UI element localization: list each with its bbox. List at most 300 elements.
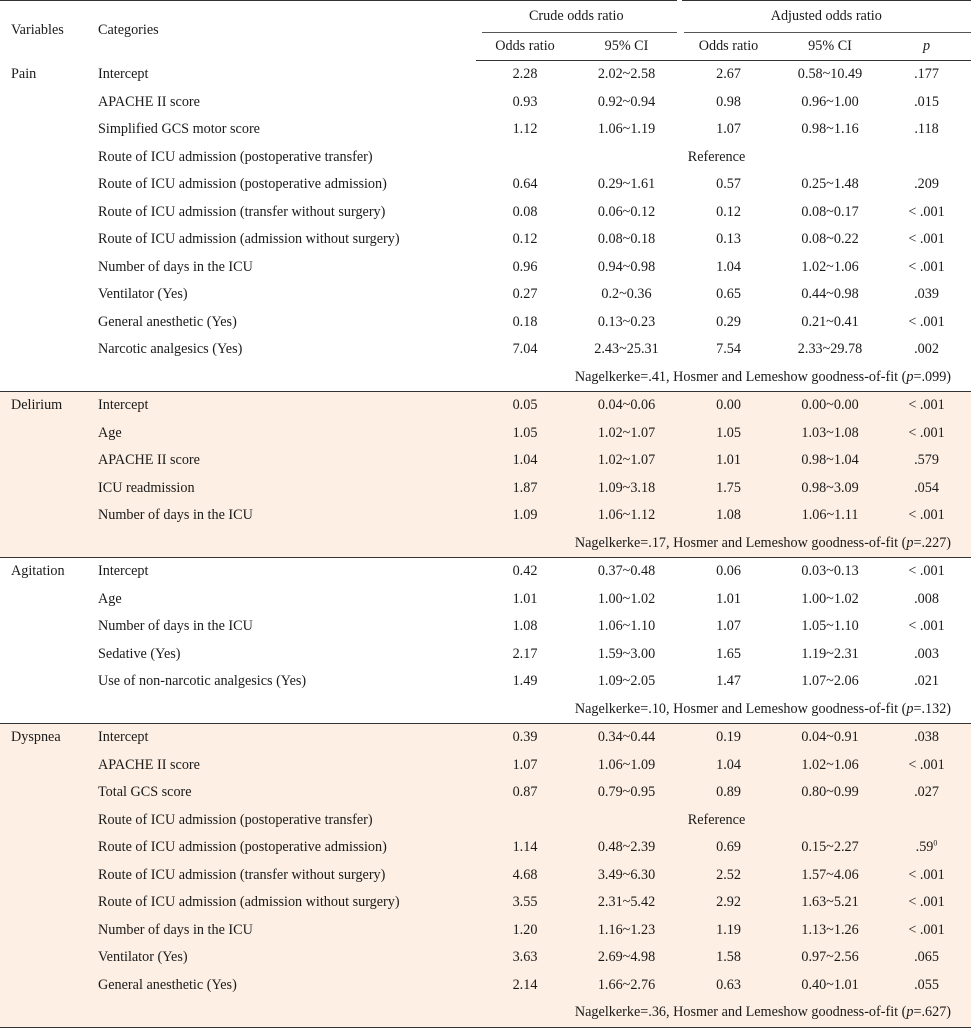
model-fit-note xyxy=(91,530,971,558)
crude-or-cell: 4.68 xyxy=(476,862,574,890)
table-row xyxy=(0,199,971,227)
p-value-cell xyxy=(882,917,971,945)
adjusted-ci-cell: 0.04~0.91 xyxy=(778,724,882,752)
table-row xyxy=(0,917,971,945)
p-value-text: < .001 xyxy=(908,231,945,247)
p-value-text: .118 xyxy=(914,121,939,137)
table-row xyxy=(0,641,971,669)
crude-ci-cell: 3.49~6.30 xyxy=(574,862,679,890)
p-value-cell xyxy=(882,420,971,448)
adjusted-or-cell: 1.58 xyxy=(679,944,778,972)
p-value-text: .015 xyxy=(914,93,939,110)
category-cell: Intercept xyxy=(98,65,149,82)
crude-or-cell: 1.08 xyxy=(512,618,538,634)
p-value-text: < .001 xyxy=(908,756,945,773)
category-cell: Number of days in the ICU xyxy=(91,917,476,945)
variable-cell xyxy=(0,944,91,972)
p-value-cell xyxy=(882,61,971,89)
p-value-cell xyxy=(882,752,971,780)
table-row xyxy=(0,724,971,752)
p-value-text: .027 xyxy=(914,784,939,800)
adjusted-ci-cell: 1.02~1.06 xyxy=(778,752,882,780)
category-cell: General anesthetic (Yes) xyxy=(98,313,237,330)
empty-cell xyxy=(0,364,91,392)
variable-cell: Pain xyxy=(11,65,37,82)
variable-cell xyxy=(0,309,91,337)
crude-ci-cell: 1.06~1.10 xyxy=(597,618,656,634)
variable-cell xyxy=(0,889,91,917)
p-value-cell xyxy=(882,447,971,475)
p-value-cell xyxy=(882,502,971,530)
p-value-cell xyxy=(882,475,971,503)
crude-or-cell: 0.87 xyxy=(476,779,574,807)
adjusted-or-cell: 0.29 xyxy=(716,313,741,330)
header-adjusted-label: Adjusted odds ratio xyxy=(770,8,882,24)
category-cell: Route of ICU admission (postoperative transfer) xyxy=(91,807,476,835)
crude-ci-cell: 2.43~25.31 xyxy=(594,341,659,357)
variable-cell xyxy=(0,834,91,862)
model-fit-p-value: =.099) xyxy=(913,368,952,385)
adjusted-ci-cell: 0.80~0.99 xyxy=(778,779,882,807)
category-cell: Simplified GCS motor score xyxy=(98,121,260,137)
adjusted-ci-cell: 1.05~1.10 xyxy=(801,618,859,634)
header-adjusted-or: Odds ratio xyxy=(679,33,778,61)
crude-or-cell: 0.05 xyxy=(476,392,574,420)
adjusted-ci-cell: 0.21~0.41 xyxy=(801,313,859,330)
adjusted-ci-cell: 1.00~1.02 xyxy=(801,590,859,607)
reference-cell: Reference xyxy=(687,148,746,165)
p-value-text: < .001 xyxy=(908,397,945,413)
p-value-text: < .001 xyxy=(908,866,945,883)
table-row xyxy=(0,558,971,586)
adjusted-ci-cell: 0.08~0.22 xyxy=(801,231,859,247)
model-fit-p-value: =.227) xyxy=(913,534,952,551)
adjusted-or-cell: 1.04 xyxy=(716,258,741,275)
crude-ci-cell: 2.69~4.98 xyxy=(574,944,679,972)
adjusted-or-cell: 1.07 xyxy=(716,121,741,137)
table-row xyxy=(0,752,971,780)
crude-ci-cell: 0.04~0.06 xyxy=(574,392,679,420)
crude-or-cell: 1.87 xyxy=(476,475,574,503)
p-value-text: .209 xyxy=(914,176,939,192)
variable-cell xyxy=(0,917,91,945)
crude-or-cell: 0.27 xyxy=(512,286,538,302)
p-value-text: < .001 xyxy=(908,618,945,634)
table-row xyxy=(0,420,971,448)
crude-or-cell: 1.20 xyxy=(476,917,574,945)
crude-ci-cell: 2.02~2.58 xyxy=(597,66,656,82)
adjusted-ci-cell: 1.06~1.11 xyxy=(778,502,882,530)
variable-cell xyxy=(0,420,91,448)
adjusted-ci-cell: 0.00~0.00 xyxy=(778,392,882,420)
table-row xyxy=(0,889,971,917)
adjusted-ci-cell: 0.15~2.27 xyxy=(778,834,882,862)
model-fit-text: Nagelkerke=.41, Hosmer and Lemeshow goodness-of-fit ( xyxy=(574,368,907,385)
crude-or-cell: 0.39 xyxy=(476,724,574,752)
category-cell: APACHE II score xyxy=(91,752,476,780)
crude-ci-cell: 1.09~3.18 xyxy=(574,475,679,503)
p-value-text: .003 xyxy=(914,645,939,662)
category-cell: Route of ICU admission (transfer without surgery) xyxy=(98,203,386,220)
crude-or-cell: 1.04 xyxy=(476,447,574,475)
crude-or-cell: 0.12 xyxy=(512,231,538,247)
model-fit-p-value: =.132) xyxy=(913,700,952,717)
category-cell: Number of days in the ICU xyxy=(98,258,253,275)
table-row xyxy=(0,944,971,972)
crude-or-cell: 1.49 xyxy=(512,673,538,689)
table-row xyxy=(0,226,971,254)
p-value-cell xyxy=(882,862,971,890)
variable-cell: Delirium xyxy=(0,392,91,420)
table-row xyxy=(0,807,971,835)
category-cell: Narcotic analgesics (Yes) xyxy=(98,341,243,357)
variable-cell xyxy=(0,116,91,144)
model-fit-text: Nagelkerke=.36, Hosmer and Lemeshow goodness-of-fit ( xyxy=(574,1004,907,1020)
crude-or-cell: 1.01 xyxy=(512,590,538,607)
header-crude-odds-ratio xyxy=(476,1,679,34)
model-fit-row xyxy=(0,530,971,558)
p-value-text: .002 xyxy=(914,341,939,357)
table-row xyxy=(0,447,971,475)
model-fit-p-symbol: p xyxy=(906,534,914,551)
crude-or-cell: 0.93 xyxy=(512,93,538,110)
adjusted-or-cell: 2.52 xyxy=(679,862,778,890)
adjusted-ci-cell: 0.97~2.56 xyxy=(778,944,882,972)
variable-cell xyxy=(0,144,91,172)
header-categories: Categories xyxy=(91,1,476,61)
variable-cell xyxy=(0,972,91,1000)
variable-cell: Dyspnea xyxy=(0,724,91,752)
category-cell: Route of ICU admission (transfer without surgery) xyxy=(91,862,476,890)
adjusted-or-cell: 2.67 xyxy=(716,66,741,82)
category-cell: Intercept xyxy=(91,392,476,420)
crude-or-cell: 1.12 xyxy=(512,121,538,137)
adjusted-ci-cell: 0.40~1.01 xyxy=(778,972,882,1000)
crude-or-cell: 2.14 xyxy=(476,972,574,1000)
p-value-text: .065 xyxy=(914,949,939,965)
p-value-cell xyxy=(882,89,971,117)
p-value-cell xyxy=(882,944,971,972)
table-row xyxy=(0,834,971,862)
category-cell: Age xyxy=(98,590,122,607)
empty-cell xyxy=(0,530,91,558)
p-value-text: < .001 xyxy=(908,507,945,523)
crude-or-cell: 0.08 xyxy=(512,203,538,220)
p-value-text: < .001 xyxy=(908,921,945,938)
crude-ci-cell: 1.66~2.76 xyxy=(574,972,679,1000)
p-value-cell xyxy=(882,586,971,614)
adjusted-ci-cell: 1.03~1.08 xyxy=(778,420,882,448)
category-cell: ICU readmission xyxy=(91,475,476,503)
crude-or-cell: 1.05 xyxy=(476,420,574,448)
variable-cell: Agitation xyxy=(0,558,91,586)
adjusted-or-cell: 0.00 xyxy=(679,392,778,420)
category-cell: Use of non-narcotic analgesics (Yes) xyxy=(98,673,307,689)
adjusted-or-cell: 0.19 xyxy=(679,724,778,752)
adjusted-or-cell: 1.19 xyxy=(679,917,778,945)
adjusted-ci-cell: 0.98~3.09 xyxy=(778,475,882,503)
table-row xyxy=(0,144,971,172)
category-cell: Route of ICU admission (admission without surgery) xyxy=(91,889,476,917)
variable-cell xyxy=(0,336,91,364)
p-value-cell xyxy=(882,254,971,282)
category-cell: Intercept xyxy=(91,724,476,752)
adjusted-or-cell: 1.07 xyxy=(716,618,741,634)
variable-cell xyxy=(0,641,91,669)
adjusted-or-cell: 0.06 xyxy=(679,558,778,586)
adjusted-or-cell: 1.47 xyxy=(716,673,741,689)
adjusted-ci-cell: 1.02~1.06 xyxy=(801,258,859,275)
category-cell: Route of ICU admission (postoperative admission) xyxy=(98,176,387,192)
adjusted-or-cell: 0.12 xyxy=(716,203,741,220)
crude-ci-cell: 1.02~1.07 xyxy=(574,420,679,448)
table-row xyxy=(0,116,971,144)
adjusted-ci-cell: 1.13~1.26 xyxy=(778,917,882,945)
model-fit-note xyxy=(91,364,971,392)
p-value-text: .59 xyxy=(915,839,934,855)
header-adjusted-ci: 95% CI xyxy=(778,33,882,61)
table-body xyxy=(0,61,971,1028)
crude-ci-cell: 1.06~1.12 xyxy=(574,502,679,530)
table-row xyxy=(0,89,971,117)
adjusted-or-cell: 1.01 xyxy=(716,590,741,607)
p-value-cell xyxy=(882,199,971,227)
crude-or-cell: 1.07 xyxy=(476,752,574,780)
p-value-text: < .001 xyxy=(908,203,945,220)
table-row xyxy=(0,972,971,1000)
table-row xyxy=(0,475,971,503)
p-value-cell xyxy=(882,972,971,1000)
adjusted-ci-cell: 0.98~1.04 xyxy=(778,447,882,475)
p-value-cell xyxy=(882,392,971,420)
crude-or-cell: 2.17 xyxy=(512,645,538,662)
p-value-cell xyxy=(882,171,971,199)
crude-ci-cell: 1.06~1.19 xyxy=(597,121,656,137)
p-value-cell xyxy=(882,779,971,807)
crude-ci-cell: 1.16~1.23 xyxy=(574,917,679,945)
adjusted-ci-cell: 0.08~0.17 xyxy=(801,203,859,220)
adjusted-or-cell: 0.65 xyxy=(716,286,741,302)
p-value-text: .055 xyxy=(914,976,939,993)
table-row xyxy=(0,281,971,309)
adjusted-or-cell: 0.98 xyxy=(716,93,741,110)
category-cell: Total GCS score xyxy=(91,779,476,807)
adjusted-or-cell: 1.05 xyxy=(679,420,778,448)
category-cell: Route of ICU admission (admission without surgery) xyxy=(98,231,400,247)
p-value-text: < .001 xyxy=(908,563,945,579)
adjusted-or-cell: 1.04 xyxy=(679,752,778,780)
variable-cell xyxy=(0,447,91,475)
crude-or-cell: 1.14 xyxy=(476,834,574,862)
category-cell: APACHE II score xyxy=(98,93,200,110)
empty-cell xyxy=(0,696,91,724)
category-cell: Age xyxy=(91,420,476,448)
category-cell: General anesthetic (Yes) xyxy=(91,972,476,1000)
variable-cell xyxy=(0,502,91,530)
crude-ci-cell: 0.06~0.12 xyxy=(597,203,656,220)
p-value-cell xyxy=(882,834,971,862)
p-value-cell xyxy=(882,309,971,337)
table-row xyxy=(0,668,971,696)
adjusted-or-cell: 2.92 xyxy=(679,889,778,917)
variable-cell xyxy=(0,171,91,199)
category-cell: APACHE II score xyxy=(91,447,476,475)
crude-or-cell: 3.55 xyxy=(476,889,574,917)
reference-cell: Reference xyxy=(476,807,971,835)
p-value-text: .579 xyxy=(914,452,939,468)
crude-or-cell: 0.64 xyxy=(512,176,538,192)
p-value-text: .177 xyxy=(914,66,939,82)
p-value-cell xyxy=(882,613,971,641)
variable-cell xyxy=(0,226,91,254)
header-adjusted-odds-ratio xyxy=(679,1,971,34)
variable-cell xyxy=(0,586,91,614)
adjusted-ci-cell: 1.57~4.06 xyxy=(778,862,882,890)
p-value-text: .039 xyxy=(914,286,939,302)
variable-cell xyxy=(0,807,91,835)
category-cell: Number of days in the ICU xyxy=(91,502,476,530)
crude-ci-cell: 0.92~0.94 xyxy=(597,93,656,110)
adjusted-ci-cell: 1.07~2.06 xyxy=(801,673,859,689)
category-cell: Ventilator (Yes) xyxy=(91,944,476,972)
adjusted-or-cell: 1.75 xyxy=(679,475,778,503)
crude-ci-cell: 0.13~0.23 xyxy=(597,313,656,330)
table-row xyxy=(0,61,971,89)
model-fit-text: Nagelkerke=.17, Hosmer and Lemeshow goodness-of-fit ( xyxy=(574,534,907,551)
p-value-text: < .001 xyxy=(908,258,945,275)
header-crude-label: Crude odds ratio xyxy=(528,8,624,24)
p-value-text: < .001 xyxy=(908,894,945,910)
model-fit-text: Nagelkerke=.10, Hosmer and Lemeshow goodness-of-fit ( xyxy=(574,700,907,717)
adjusted-or-cell: 0.13 xyxy=(716,231,741,247)
model-fit-note xyxy=(91,696,971,724)
variable-cell xyxy=(0,862,91,890)
adjusted-or-cell: 1.08 xyxy=(679,502,778,530)
p-value-text: .021 xyxy=(914,673,939,689)
p-value-cell xyxy=(882,558,971,586)
p-value-cell xyxy=(882,724,971,752)
crude-or-cell: 0.42 xyxy=(476,558,574,586)
header-variables: Variables xyxy=(0,1,91,61)
p-value-text: < .001 xyxy=(908,313,945,330)
p-value-text: .008 xyxy=(914,590,939,607)
crude-ci-cell: 0.2~0.36 xyxy=(601,286,652,302)
crude-ci-cell: 1.06~1.09 xyxy=(574,752,679,780)
adjusted-ci-cell: 0.98~1.16 xyxy=(801,121,859,137)
crude-or-cell: 0.18 xyxy=(512,313,538,330)
adjusted-ci-cell: 1.19~2.31 xyxy=(801,645,859,662)
crude-ci-cell: 1.00~1.02 xyxy=(597,590,656,607)
adjusted-or-cell: 0.89 xyxy=(679,779,778,807)
variable-cell xyxy=(0,254,91,282)
p-value-cell xyxy=(882,116,971,144)
crude-or-cell: 0.96 xyxy=(512,258,538,275)
adjusted-ci-cell: 0.44~0.98 xyxy=(801,286,859,302)
crude-or-cell: 7.04 xyxy=(512,341,538,357)
variable-cell xyxy=(0,613,91,641)
header-crude-or: Odds ratio xyxy=(476,33,574,61)
model-fit-p-value: =.627) xyxy=(913,1004,952,1020)
table-row xyxy=(0,254,971,282)
variable-cell xyxy=(0,475,91,503)
adjusted-or-cell: 0.63 xyxy=(679,972,778,1000)
table-row xyxy=(0,502,971,530)
model-fit-row xyxy=(0,364,971,392)
table-row xyxy=(0,171,971,199)
crude-or-cell: 3.63 xyxy=(476,944,574,972)
crude-ci-cell: 1.59~3.00 xyxy=(597,645,656,662)
model-fit-p-symbol: p xyxy=(906,368,914,385)
crude-ci-cell: 0.34~0.44 xyxy=(574,724,679,752)
model-fit-p-symbol: p xyxy=(906,700,914,717)
table-header xyxy=(0,1,971,61)
category-cell: Ventilator (Yes) xyxy=(98,286,188,302)
header-crude-ci: 95% CI xyxy=(574,33,679,61)
model-fit-row xyxy=(0,696,971,724)
category-cell: Route of ICU admission (postoperative admission) xyxy=(91,834,476,862)
crude-or-cell: 1.09 xyxy=(476,502,574,530)
variable-cell xyxy=(0,779,91,807)
adjusted-ci-cell: 0.25~1.48 xyxy=(801,176,859,192)
p-value-cell xyxy=(882,336,971,364)
table-row xyxy=(0,613,971,641)
table-row xyxy=(0,309,971,337)
crude-ci-cell: 1.02~1.07 xyxy=(574,447,679,475)
adjusted-or-cell: 0.69 xyxy=(679,834,778,862)
variable-cell xyxy=(0,281,91,309)
variable-cell xyxy=(0,199,91,227)
p-value-cell xyxy=(882,889,971,917)
model-fit-p-symbol: p xyxy=(906,1004,914,1020)
adjusted-ci-cell: 2.33~29.78 xyxy=(797,341,863,357)
crude-ci-cell: 1.09~2.05 xyxy=(597,673,656,689)
table-row xyxy=(0,586,971,614)
table-row xyxy=(0,862,971,890)
adjusted-ci-cell: 0.03~0.13 xyxy=(778,558,882,586)
p-value-cell xyxy=(882,226,971,254)
crude-ci-cell: 0.94~0.98 xyxy=(597,258,656,275)
p-value-cell xyxy=(882,281,971,309)
p-value-cell xyxy=(882,641,971,669)
adjusted-ci-cell: 0.96~1.00 xyxy=(801,93,859,110)
crude-ci-cell: 2.31~5.42 xyxy=(574,889,679,917)
variable-cell xyxy=(0,668,91,696)
category-cell: Route of ICU admission (postoperative transfer) xyxy=(98,148,373,165)
table-row xyxy=(0,392,971,420)
adjusted-or-cell: 0.57 xyxy=(716,176,741,192)
adjusted-or-cell: 1.65 xyxy=(716,645,741,662)
variable-cell xyxy=(0,89,91,117)
p-value-cell xyxy=(882,668,971,696)
crude-ci-cell: 0.79~0.95 xyxy=(574,779,679,807)
adjusted-ci-cell: 0.58~10.49 xyxy=(797,66,863,82)
crude-ci-cell: 0.08~0.18 xyxy=(597,231,656,247)
table-row xyxy=(0,779,971,807)
adjusted-or-cell: 1.01 xyxy=(679,447,778,475)
adjusted-or-cell: 7.54 xyxy=(716,341,741,357)
crude-ci-cell: 0.37~0.48 xyxy=(574,558,679,586)
table-row xyxy=(0,336,971,364)
category-cell: Number of days in the ICU xyxy=(98,618,253,634)
p-value-text: < .001 xyxy=(908,424,945,441)
p-value-footnote-mark: 0 xyxy=(933,838,938,848)
category-cell: Sedative (Yes) xyxy=(98,645,181,662)
category-cell: Intercept xyxy=(91,558,476,586)
p-value-text: .054 xyxy=(914,479,939,496)
crude-ci-cell: 0.48~2.39 xyxy=(574,834,679,862)
crude-or-cell: 2.28 xyxy=(512,66,538,82)
p-value-text: .038 xyxy=(914,729,939,745)
